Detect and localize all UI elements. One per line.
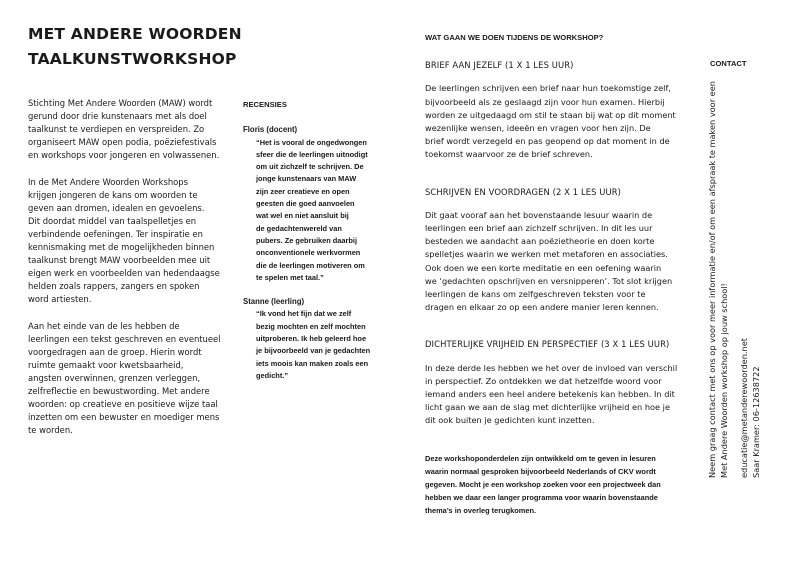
section-title-schrijven: SCHRIJVEN EN VOORDRAGEN (2 X 1 LES UUR) bbox=[425, 186, 622, 197]
review-author: Stanne (leerling) bbox=[243, 297, 305, 307]
contact-block bbox=[706, 68, 766, 478]
intro-paragraph-1: Stichting Met Andere Woorden (MAW) wordt gerund door drie kunstenaars met als doel taalkunst te verdiepen en verspreiden. Zo organiseert MAW open podia, poëziefestivals en workshops voor jongeren en volwassenen. bbox=[28, 98, 220, 161]
workshop-note: Deze workshoponderdelen zijn ontwikkeld om te geven in lesuren waarin normaal gesproken bijvoorbeeld Nederlands of CKV wordt gegeven. Mocht je een workshop zoeken voor een projectweek dan hebben we daar een langer programma voor waarin bovenstaande thema’s in overleg terugkomen. bbox=[425, 453, 661, 516]
title-line-2: TAALKUNSTWORKSHOP bbox=[28, 50, 237, 68]
contact-text-line-2: Met Andere Woorden workshop op jouw school! bbox=[719, 283, 729, 478]
reviews-column bbox=[243, 99, 418, 382]
page-title bbox=[28, 22, 242, 72]
section-body-brief: De leerlingen schrijven een brief naar hun toekomstige zelf, bijvoorbeeld als ze geslaagd zijn voor hun examen. Hierbij worden ze uitgedaagd om stil te staan bij wat op dit moment wezenlijke wensen, ideeën en vragen voor hen zijn. De brief wordt verzegeld en pas geopend op dat moment in de toekomst waarvoor ze de brief schreven. bbox=[425, 83, 676, 160]
review-quote: “Het is vooral de ongedwongen sfeer die de leerlingen uitnodigt om uit zichzelf te schrijven. De jonge kunstenaars van MAW zijn zeer creatieve en open geesten die goed aanvoelen wat wel en niet aansluit bij de gedachtenwereld van pubers. Ze gebruiken daarbij onconventionele werkvormen die de leerlingen motiveren om te spelen met taal.” bbox=[256, 137, 368, 282]
intro-column bbox=[28, 97, 233, 451]
review-quote: “Ik vond het fijn dat we zelf bezig mochten en zelf mochten uitproberen. Ik heb geleerd hoe je bijvoorbeeld van je gedachten iets moois kan maken zoals een gedicht.” bbox=[256, 309, 371, 380]
intro-paragraph-3: Aan het einde van de les hebben de leerlingen een tekst geschreven en eventueel voorgedragen aan de groep. Hierin wordt ruimte gemaakt voor kwetsbaarheid, angsten overwinnen, grenzen verleggen, zelfreflectie en bewustwording. Met andere woorden: op creatieve en positieve wijze taal inzetten om een bewuster en moediger mens te worden. bbox=[28, 320, 221, 436]
reviews-heading: RECENSIES bbox=[243, 100, 287, 109]
review-author: Floris (docent) bbox=[243, 125, 298, 135]
intro-paragraph-2: In de Met Andere Woorden Workshops krijgen jongeren de kans om woorden te geven aan dromen, idealen en gevoelens. Dit doordat middel van taalspelletjes en verbindende oefeningen. Ter inspiratie en kennismaking met de mogelijkheden binnen taalkunst brengt MAW voorbeelden mee uit eigen werk en voorbeelden van hedendaagse helden zoals rappers, zangers en spoken word artiesten. bbox=[28, 176, 220, 305]
section-title-brief: BRIEF AAN JEZELF (1 X 1 LES UUR) bbox=[425, 60, 574, 71]
contact-email: educatie@metanderewoorden.net bbox=[739, 338, 749, 478]
contact-text-line-1: Neem graag contact met ons op voor meer informatie en/of om een afspraak te maken voor een bbox=[707, 81, 717, 478]
contact-heading: CONTACT bbox=[710, 59, 747, 68]
section-title-vrijheid: DICHTERLIJKE VRIJHEID EN PERSPECTIEF (3 X 1 LES UUR) bbox=[425, 339, 670, 350]
contact-phone: Saar Kramer: 06-12638722 bbox=[751, 366, 761, 478]
review-1 bbox=[243, 124, 418, 284]
workshop-heading: WAT GAAN WE DOEN TIJDENS DE WORKSHOP? bbox=[425, 33, 604, 42]
title-line-1: MET ANDERE WOORDEN bbox=[28, 25, 242, 43]
section-body-schrijven: Dit gaat vooraf aan het bovenstaande lesuur waarin de leerlingen een brief aan zichzelf schrijven. In dit les uur besteden we aandacht aan poëzietheorie en doen korte spelletjes waarin we werken met metaforen en associaties. Ook doen we een korte meditatie en een oefening waarin we ‘gedachten opschrijven en versnipperen’. Tot slot krijgen leerlingen de kans om zelfgeschreven teksten voor te dragen en elkaar zo op een andere manier leren kennen. bbox=[425, 209, 673, 313]
section-body-vrijheid: In deze derde les hebben we het over de invloed van verschil in perspectief. Zo ontdekken we dat hetzelfde woord voor iemand anders een heel andere betekenis kan hebben. In dit licht gaan we aan de slag met dichterlijke vrijheid en hoe je dit ook buiten je gedichten kunt inzetten. bbox=[425, 362, 678, 426]
workshop-column bbox=[425, 31, 697, 518]
review-2 bbox=[243, 296, 418, 382]
